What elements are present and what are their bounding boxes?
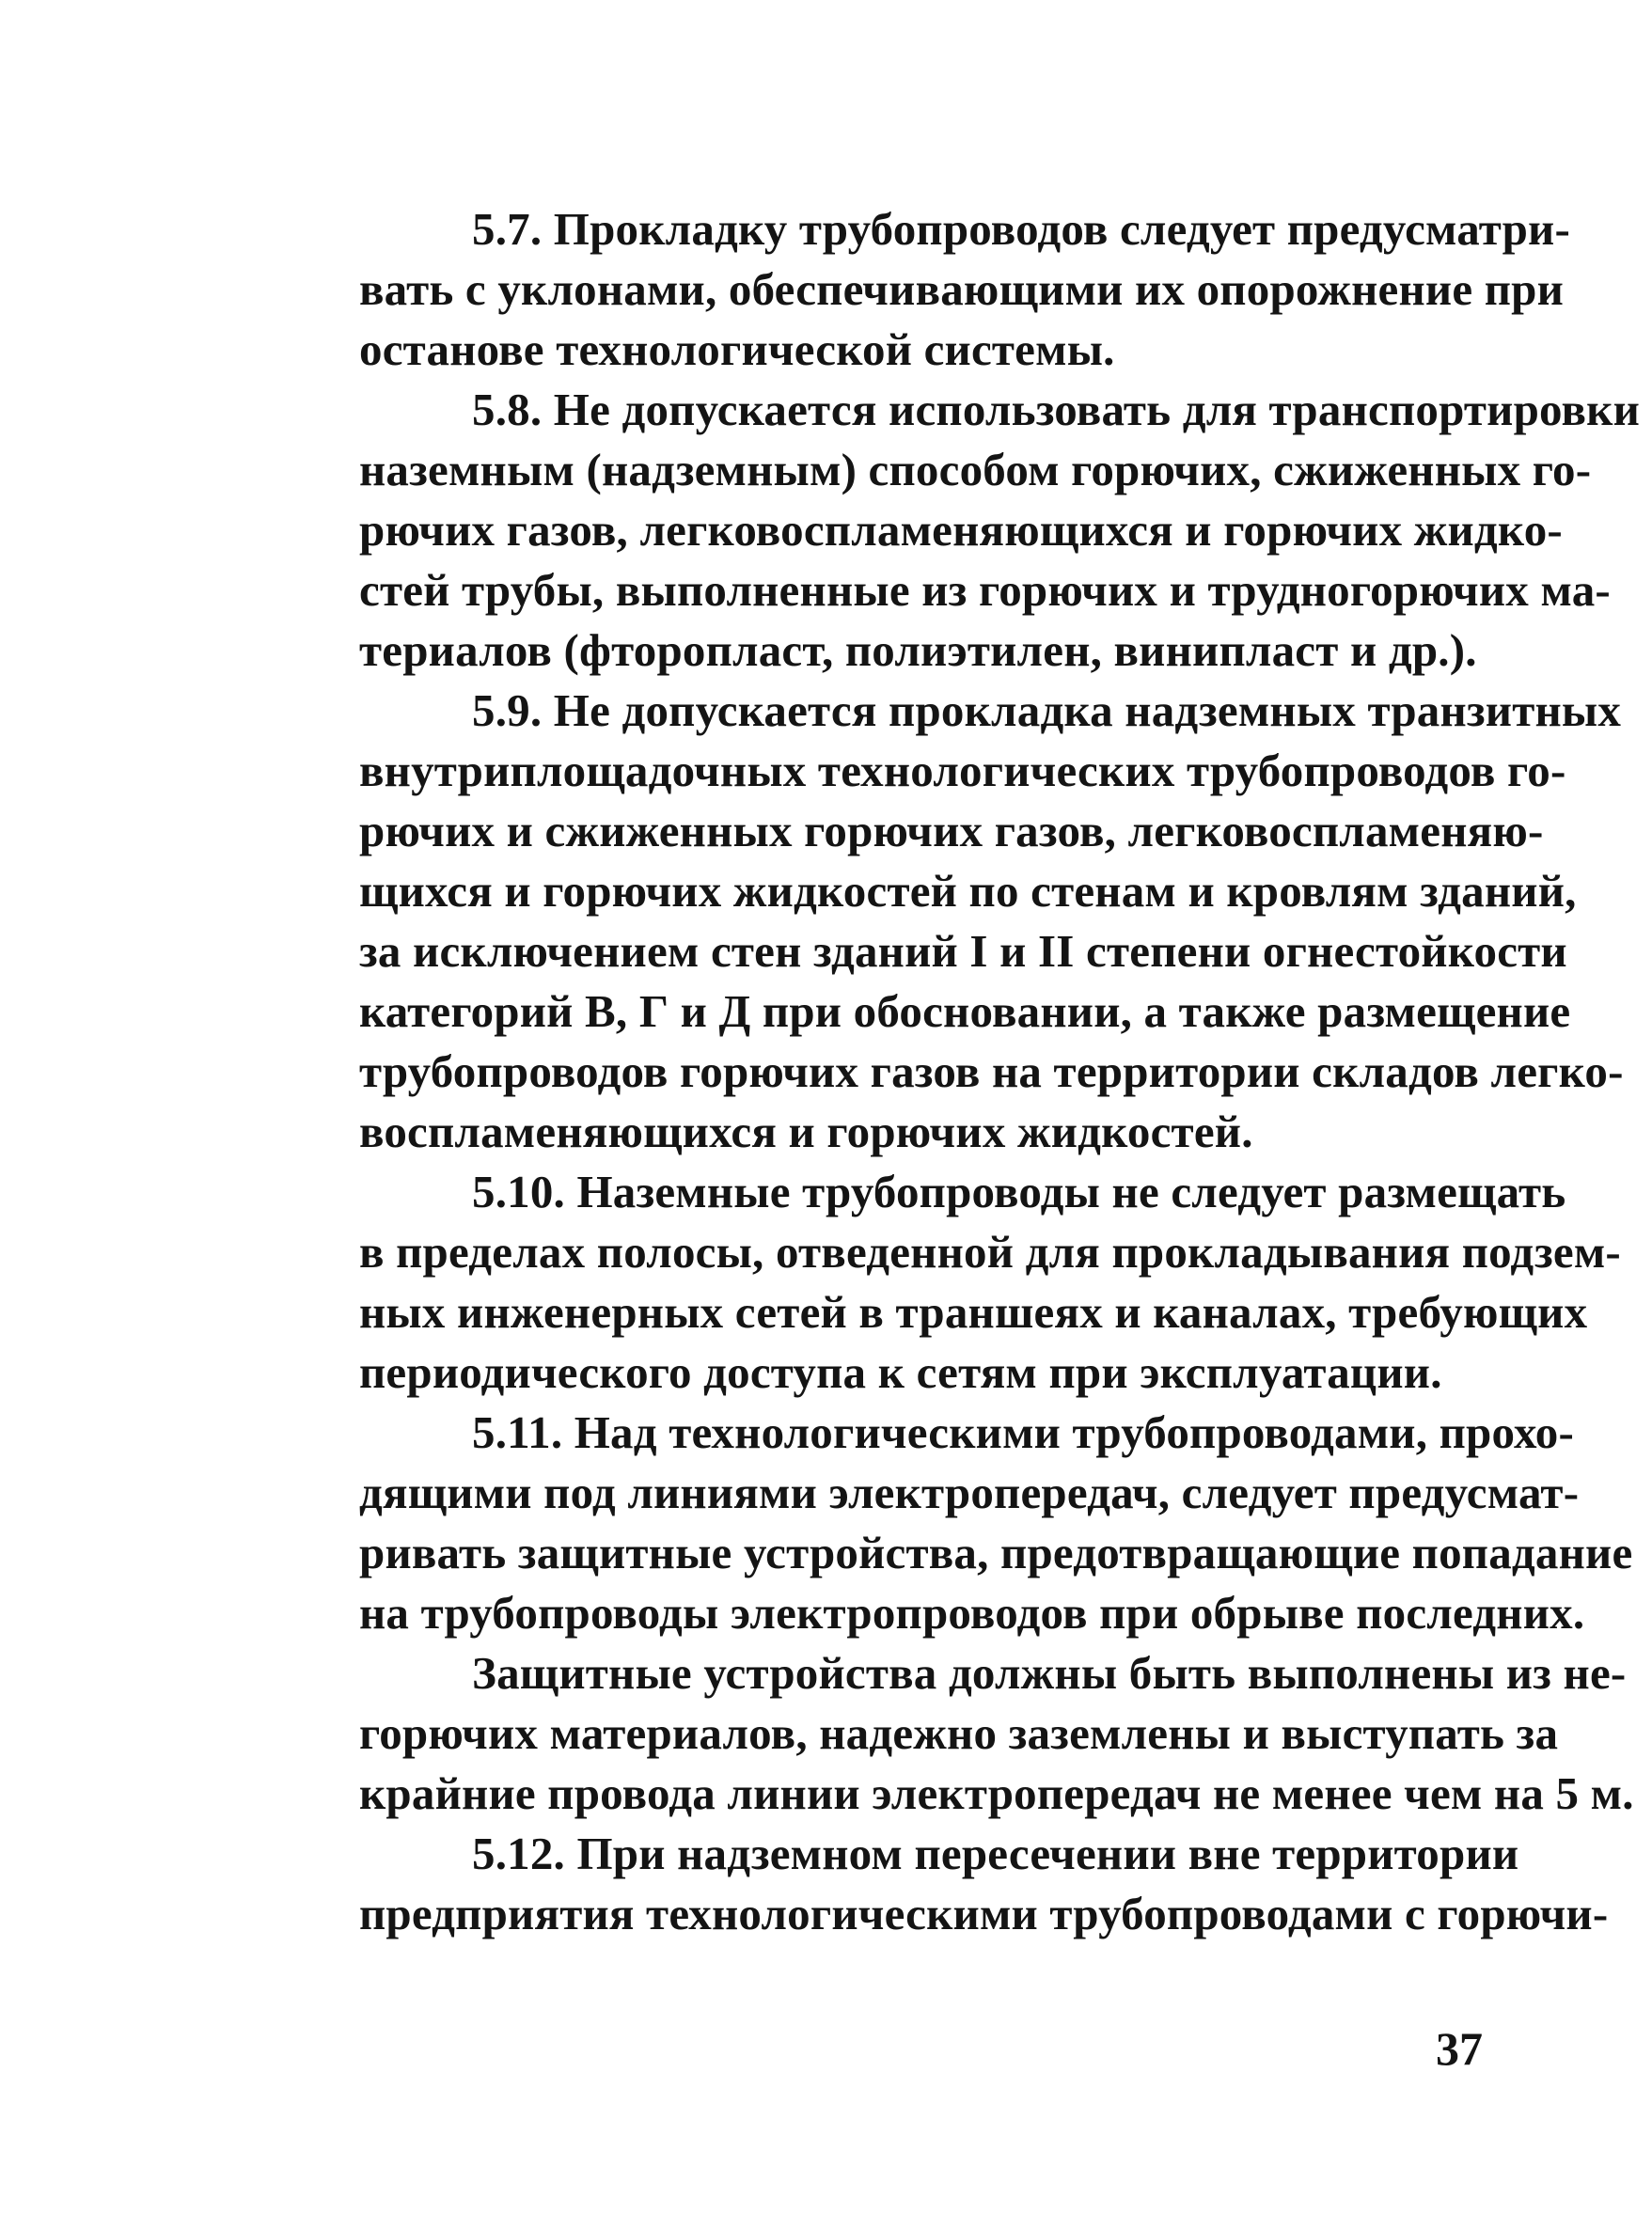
text-line: 5.8. Не допускается использовать для транспортировки: [472, 384, 1641, 435]
text-line: 5.9. Не допускается прокладка надземных транзитных: [472, 684, 1622, 736]
text-line: щихся и горючих жидкостей по стенам и кровлям зданий,: [359, 865, 1577, 917]
page-number: 37: [1436, 2022, 1483, 2075]
text-line: рючих и сжиженных горючих газов, легковоспламеняю-: [359, 805, 1544, 856]
text-line: вать с уклонами, обеспечивающими их опорожнение при: [359, 263, 1565, 315]
text-line: воспламеняющихся и горючих жидкостей.: [359, 1106, 1253, 1157]
paragraph-5-9: [246, 681, 1624, 1162]
text-line: 5.7. Прокладку трубопроводов следует предусматри-: [472, 203, 1570, 255]
text-line: предприятия технологическими трубопроводами с горючи-: [359, 1888, 1609, 1939]
text-line: периодического доступа к сетям при эксплуатации.: [359, 1346, 1442, 1398]
paragraph-5-11-protective: [246, 1643, 1634, 1824]
paragraph-5-10: [246, 1162, 1621, 1403]
paragraph-5-12: [246, 1824, 1609, 1944]
text-line: стей трубы, выполненные из горючих и трудногорючих ма-: [359, 564, 1611, 616]
paragraph-5-8: [246, 380, 1641, 681]
text-line: на трубопроводы электропроводов при обрыве последних.: [359, 1587, 1585, 1639]
text-line: териалов (фторопласт, полиэтилен, винипласт и др.).: [359, 624, 1477, 676]
text-line: 5.12. При надземном пересечении вне территории: [472, 1828, 1519, 1879]
text-line: наземным (надземным) способом горючих, сжиженных го-: [359, 444, 1592, 495]
text-line: Защитные устройства должны быть выполнены из не-: [472, 1647, 1627, 1699]
text-line: внутриплощадочных технологических трубопроводов го-: [359, 745, 1566, 796]
paragraph-5-7: [246, 199, 1570, 380]
text-line: ривать защитные устройства, предотвращающие попадание: [359, 1527, 1633, 1578]
text-line: 5.11. Над технологическими трубопроводами, прохо-: [472, 1406, 1575, 1458]
text-line: 5.10. Наземные трубопроводы не следует размещать: [472, 1166, 1566, 1217]
text-line: трубопроводов горючих газов на территории складов легко-: [359, 1045, 1624, 1097]
text-line: крайние провода линии электропередач не менее чем на 5 м.: [359, 1767, 1634, 1819]
text-line: рючих газов, легковоспламеняющихся и горючих жидко-: [359, 504, 1563, 556]
body-text: [246, 199, 1641, 1944]
text-line: ных инженерных сетей в траншеях и каналах, требующих: [359, 1286, 1588, 1338]
text-line: в пределах полосы, отведенной для прокладывания подзем-: [359, 1226, 1621, 1278]
text-line: за исключением стен зданий I и II степени огнестойкости: [359, 925, 1567, 977]
text-line: категорий В, Г и Д при обосновании, а также размещение: [359, 985, 1571, 1037]
text-line: горючих материалов, надежно заземлены и выступать за: [359, 1707, 1559, 1759]
text-line: останове технологической системы.: [359, 323, 1115, 375]
paragraph-5-11: [246, 1403, 1633, 1643]
text-line: дящими под линиями электропередач, следует предусмат-: [359, 1467, 1580, 1518]
